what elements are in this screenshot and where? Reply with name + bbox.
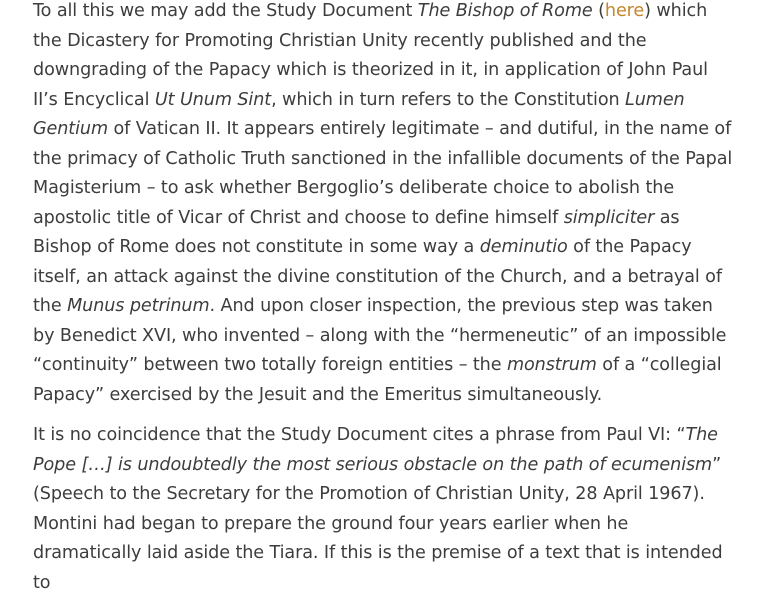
source-link[interactable]: here	[604, 1, 645, 21]
paragraph	[33, 0, 733, 410]
italic-text: deminutio	[479, 237, 568, 257]
article-body	[33, 0, 733, 609]
italic-text: monstrum	[506, 355, 597, 375]
text-run: (	[592, 1, 605, 21]
text-run: of Vatican II. It appears entirely legitimate – and dutiful, in the name of the primacy of Catholic Truth sanctioned in the infallible documents of the Papal Magisterium – to ask whether Bergoglio’s deliberate choice to abolish the apostolic title of Vicar of Christ and choose to define himself	[33, 119, 733, 228]
italic-text: simpliciter	[563, 207, 655, 228]
text-run: To all this we may add the Study Document	[33, 1, 418, 21]
italic-text: The Pope […] is undoubtedly the most serious obstacle on the path of ecumenism	[33, 425, 718, 475]
italic-text: Ut Unum Sint	[154, 89, 272, 110]
italic-text: Munus petrinum	[67, 296, 210, 316]
text-run: . And upon closer inspection, the previous step was taken by Benedict XVI, who invented – along with the “hermeneutic” of an impossible “continuity” between two totally foreign entities – the	[33, 296, 727, 375]
text-run: It is no coincidence that the Study Document cites a phrase from Paul VI: “	[33, 425, 686, 445]
text-run: , which in turn refers to the Constitution	[271, 89, 626, 110]
paragraph	[33, 421, 733, 598]
italic-text: The Bishop of Rome	[417, 1, 593, 21]
text-run: of a “collegial Papacy” exercised by the Jesuit and the Emeritus simultaneously.	[33, 355, 722, 405]
text-run: as Bishop of Rome does not constitute in some way a	[33, 207, 680, 257]
text-run: ) which the Dicastery for Promoting Christian Unity recently published and the downgrading of the Papacy which is theorized in it, in application of John Paul II’s Encyclical	[33, 1, 708, 110]
text-run: ” (Speech to the Secretary for the Promotion of Christian Unity, 28 April 1967). Montini had began to prepare the ground four years earlier when he dramatically laid aside the Tiara. If this is the premise of a text that is intended to	[33, 454, 723, 593]
italic-text: Lumen Gentium	[33, 89, 685, 139]
text-run: of the Papacy itself, an attack against the divine constitution of the Church, and a betrayal of the	[33, 237, 722, 316]
